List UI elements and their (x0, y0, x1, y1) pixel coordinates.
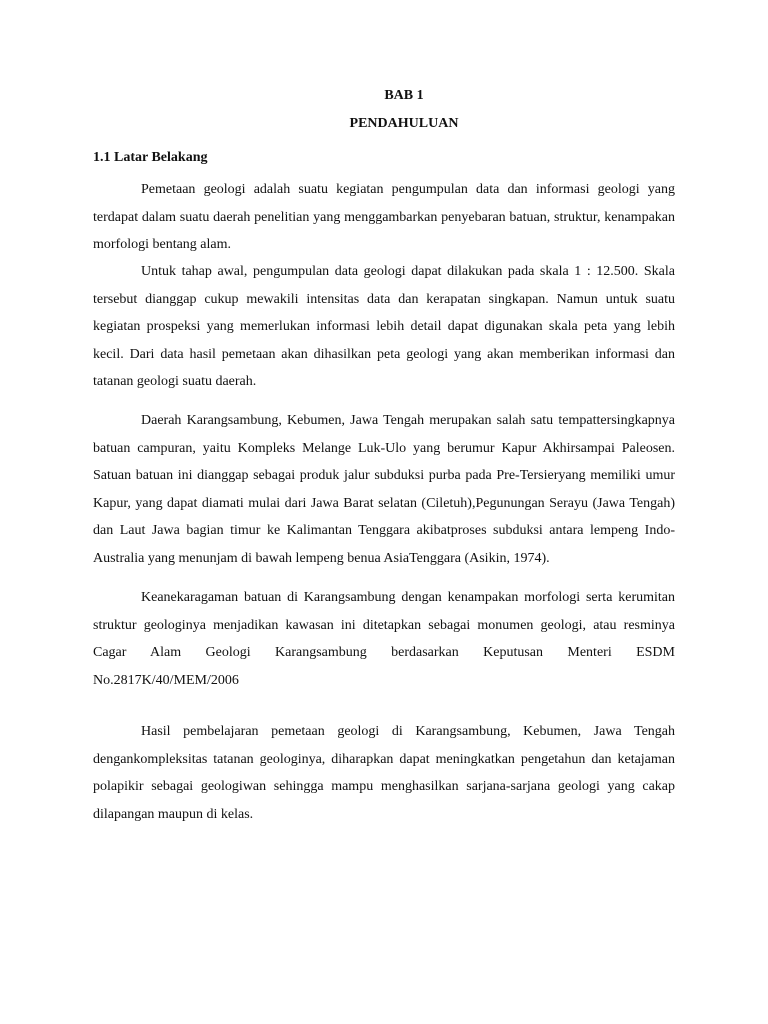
chapter-title: PENDAHULUAN (349, 116, 459, 131)
paragraph: Daerah Karangsambung, Kebumen, Jawa Tengah merupakan salah satu tempattersingkapnya batuan campuran, yaitu Kompleks Melange Luk-Ulo yang berumur Kapur Akhirsampai Paleosen. Satuan batuan ini dianggap sebagai produk jalur subduksi purba pada Pre-Tersieryang memiliki umur Kapur, yang dapat diamati mulai dari Jawa Barat selatan (Ciletuh),Pegunungan Serayu (Jawa Tengah) dan Laut Jawa bagian timur ke Kalimantan Tenggara akibatproses subduksi antara lempeng Indo-Australia yang menunjam di bawah lempeng benua AsiaTenggara (Asikin, 1974). (93, 413, 675, 566)
paragraph: Keanekaragaman batuan di Karangsambung dengan kenampakan morfologi serta kerumitan struktur geologinya menjadikan kawasan ini ditetapkan sebagai monumen geologi, atau resminya Cagar Alam Geologi Karangsambung berdasarkan Keputusan Menteri ESDM No.2817K/40/MEM/2006 (93, 590, 675, 688)
paragraph: Untuk tahap awal, pengumpulan data geologi dapat dilakukan pada skala 1 : 12.500. Skala tersebut dianggap cukup mewakili intensitas data dan kerapatan singkapan. Namun untuk suatu kegiatan prospeksi yang memerlukan informasi lebih detail dapat digunakan skala peta yang lebih kecil. Dari data hasil pemetaan akan dihasilkan peta geologi yang akan memberikan informasi dan tatanan geologi suatu daerah. (93, 264, 675, 389)
paragraph: Hasil pembelajaran pemetaan geologi di Karangsambung, Kebumen, Jawa Tengah dengankompleksitas tatanan geologinya, diharapkan dapat meningkatkan pengetahun dan ketajaman polapikir sebagai geologiwan sehingga mampu menghasilkan sarjana-sarjana geologi yang cakap dilapangan maupun di kelas. (93, 724, 675, 822)
section-heading: 1.1 Latar Belakang (93, 150, 208, 165)
paragraph: Pemetaan geologi adalah suatu kegiatan pengumpulan data dan informasi geologi yang terdapat dalam suatu daerah penelitian yang menggambarkan penyebaran batuan, struktur, kenampakan morfologi bentang alam. (93, 182, 675, 252)
chapter-number: BAB 1 (384, 88, 424, 103)
